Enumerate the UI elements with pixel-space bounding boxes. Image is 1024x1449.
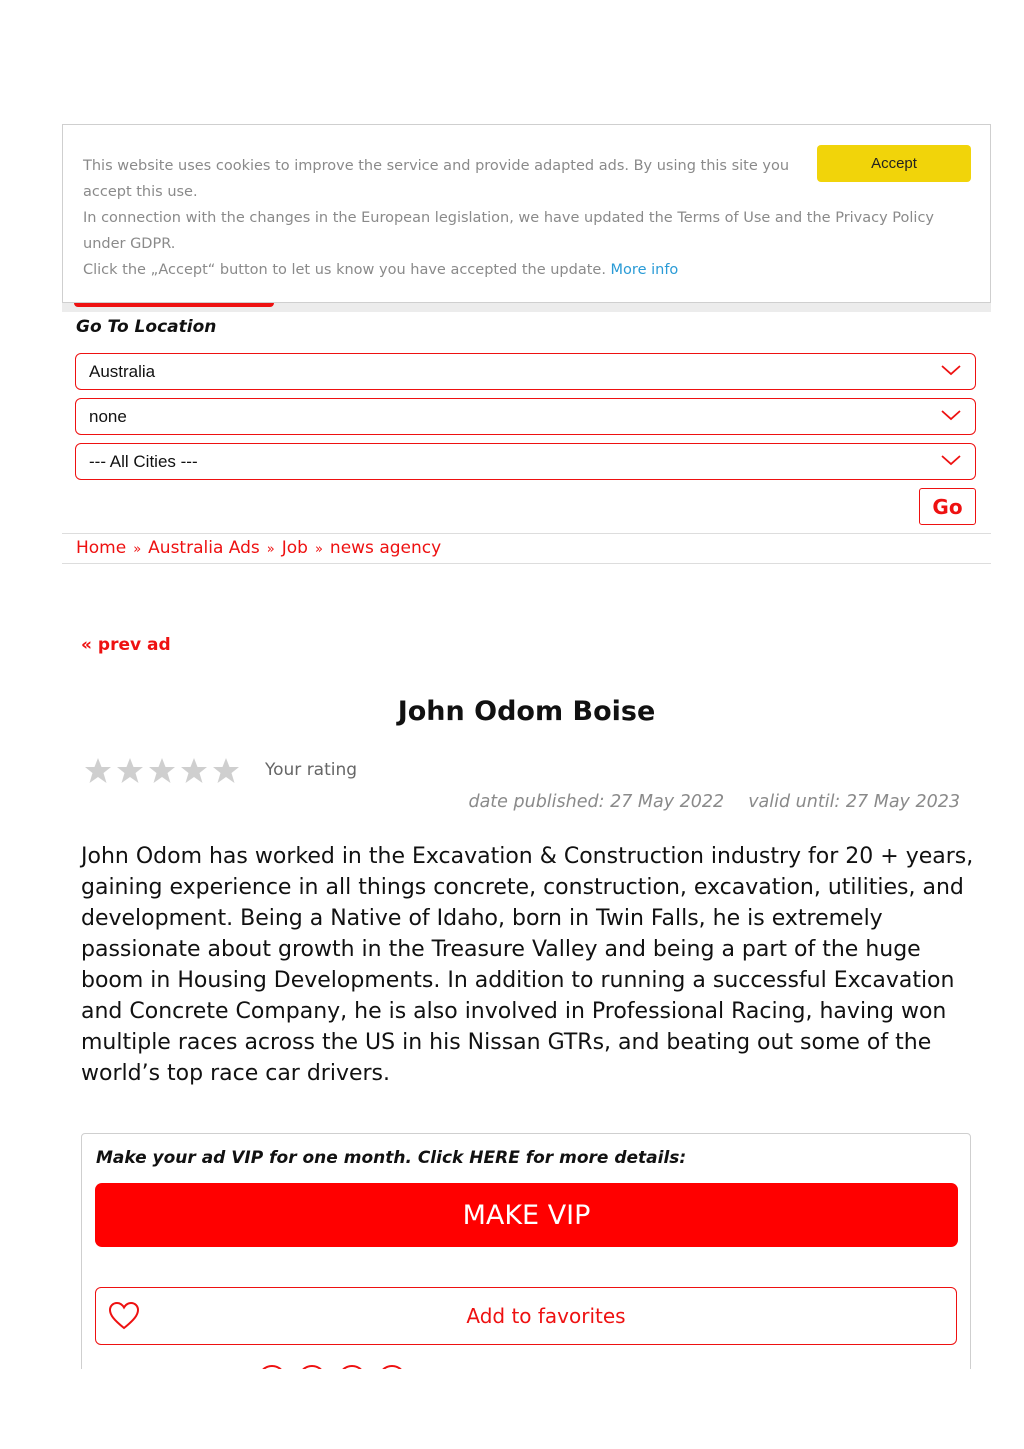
cookie-text-3 <box>83 257 973 283</box>
region-select-value: none <box>89 407 127 426</box>
page <box>62 124 991 1369</box>
ad-dates <box>468 792 960 812</box>
chevron-down-icon <box>941 453 961 467</box>
accept-button[interactable]: Accept <box>817 145 971 182</box>
share-circle-icon[interactable] <box>259 1366 285 1369</box>
share-circle-icon[interactable] <box>299 1366 325 1369</box>
country-select-value: Australia <box>89 362 156 381</box>
go-to-location-label: Go To Location <box>76 317 217 337</box>
share-icons[interactable] <box>257 1363 417 1369</box>
breadcrumb-news-agency[interactable]: news agency <box>329 538 442 558</box>
city-select-value: --- All Cities --- <box>89 452 198 471</box>
share-circle-icon[interactable] <box>339 1366 365 1369</box>
cookie-text-2: In connection with the changes in the European legislation, we have updated the Terms of Use and the Privacy Policy under GDPR. <box>83 210 935 252</box>
breadcrumb-home[interactable]: Home <box>76 538 127 558</box>
ad-title: John Odom Boise <box>397 696 656 727</box>
star-icon[interactable] <box>85 758 111 783</box>
rating-stars[interactable] <box>83 756 243 786</box>
breadcrumb-separator: » <box>266 542 275 557</box>
cookie-text-3-main: Click the „Accept“ button to let us know you have accepted the update. <box>83 262 606 278</box>
date-published: date published: 27 May 2022 <box>468 792 725 812</box>
make-vip-button[interactable]: MAKE VIP <box>95 1183 958 1247</box>
vip-box <box>81 1133 971 1369</box>
breadcrumb-separator: » <box>133 542 142 557</box>
star-icon[interactable] <box>149 758 175 783</box>
region-select[interactable] <box>75 398 976 435</box>
cookie-text-1: This website uses cookies to improve the service and provide adapted ads. By using this site you accept this use. <box>83 158 790 200</box>
prev-ad-link[interactable]: « prev ad <box>81 635 171 655</box>
more-info-link[interactable]: More info <box>610 262 679 278</box>
your-rating-label: Your rating <box>265 760 358 780</box>
breadcrumb-items <box>76 538 441 558</box>
ad-description: John Odom has worked in the Excavation & Construction industry for 20 + years, gaining experience in all things concrete, construction, excavation, utilities, and development. Being a Native of Idaho, born in Twin Falls, he is extremely passionate about growth in the Treasure Valley and being a part of the huge boom in Housing Developments. In addition to running a successful Excavation and Concrete Company, he is also involved in Professional Racing, having won multiple races across the US in his Nissan GTRs, and beating out some of the world’s top race car drivers. <box>81 844 974 1086</box>
go-button[interactable]: Go <box>919 488 976 525</box>
breadcrumb-job[interactable]: Job <box>281 538 308 558</box>
city-select[interactable] <box>75 443 976 480</box>
star-icon[interactable] <box>213 758 239 783</box>
country-select[interactable] <box>75 353 976 390</box>
vip-prompt[interactable]: Make your ad VIP for one month. Click HERE for more details: <box>96 1148 687 1168</box>
cookie-banner <box>62 124 991 303</box>
add-to-favorites-label: Add to favorites <box>466 1304 626 1328</box>
breadcrumb-australia-ads[interactable]: Australia Ads <box>148 538 260 558</box>
valid-until: valid until: 27 May 2023 <box>748 792 960 812</box>
share-circle-icon[interactable] <box>379 1366 405 1369</box>
star-icon[interactable] <box>181 758 207 783</box>
add-to-favorites-button[interactable] <box>95 1287 957 1345</box>
chevron-down-icon <box>941 363 961 377</box>
breadcrumb <box>62 533 991 564</box>
breadcrumb-separator: » <box>314 542 323 557</box>
star-icon[interactable] <box>117 758 143 783</box>
chevron-down-icon <box>941 408 961 422</box>
